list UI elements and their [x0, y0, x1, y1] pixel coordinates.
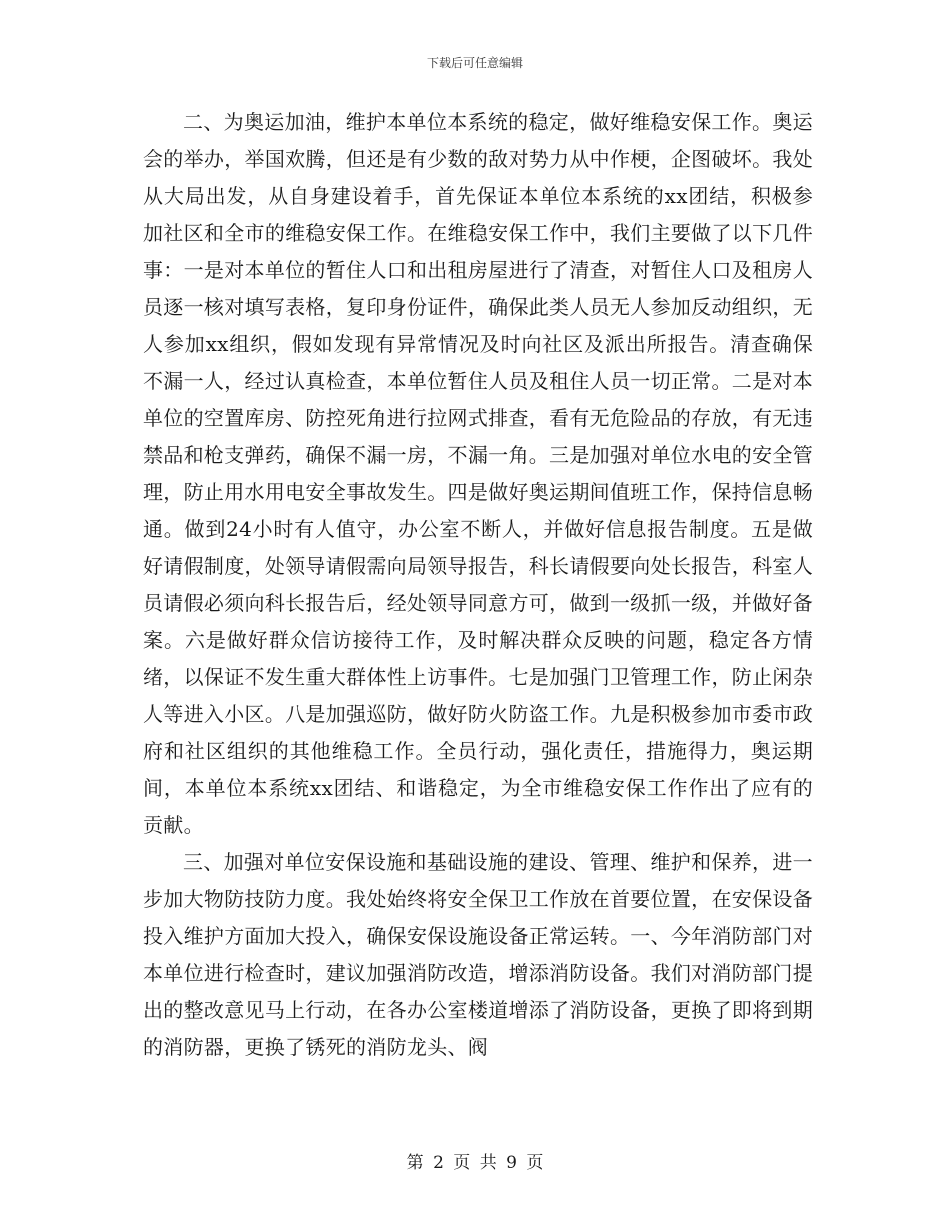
- paragraph-section-two: 二、为奥运加油，维护本单位本系统的稳定，做好维稳安保工作。奥运会的举办，举国欢腾，但还是有少数的敌对势力从中作梗，企图破坏。我处从大局出发，从自身建设着手，首先保证本单位本系统的xx团结，积极参加社区和全市的维稳安保工作。在维稳安保工作中，我们主要做了以下几件事：一是对本单位的暂住人口和出租房屋进行了清查，对暂住人口及租房人员逐一核对填写表格，复印身份证件，确保此类人员无人参加反动组织，无人参加xx组织，假如发现有异常情况及时向社区及派出所报告。清查确保不漏一人，经过认真检查，本单位暂住人员及租住人员一切正常。二是对本单位的空置库房、防控死角进行拉网式排查，看有无危险品的存放，有无违禁品和枪支弹药，确保不漏一房，不漏一角。三是加强对单位水电的安全管理，防止用水用电安全事故发生。四是做好奥运期间值班工作，保持信息畅通。做到24小时有人值守，办公室不断人，并做好信息报告制度。五是做好请假制度，处领导请假需向局领导报告，科长请假要向处长报告，科室人员请假必须向科长报告后，经处领导同意方可，做到一级抓一级，并做好备案。六是做好群众信访接待工作，及时解决群众反映的问题，稳定各方情绪，以保证不发生重大群体性上访事件。七是加强门卫管理工作，防止闲杂人等进入小区。八是加强巡防，做好防火防盗工作。九是积极参加市委市政府和社区组织的其他维稳工作。全员行动，强化责任，措施得力，奥运期间，本单位本系统xx团结、和谐稳定，为全市维稳安保工作作出了应有的贡献。: [143, 110, 813, 837]
- page-number-footer: 第 2 页 共 9 页: [406, 1153, 544, 1173]
- document-body: [143, 104, 813, 1066]
- page-header-note: 下载后可任意编辑: [426, 56, 523, 70]
- paragraph-section-three: 三、加强对单位安保设施和基础设施的建设、管理、维护和保养，进一步加大物防技防力度。我处始终将安全保卫工作放在首要位置，在安保设备投入维护方面加大投入，确保安保设施设备正常运转。一、今年消防部门对本单位进行检查时，建议加强消防改造，增添消防设备。我们对消防部门提出的整改意见马上行动，在各办公室楼道增添了消防设备，更换了即将到期的消防器，更换了锈死的消防龙头、阀: [143, 850, 813, 1059]
